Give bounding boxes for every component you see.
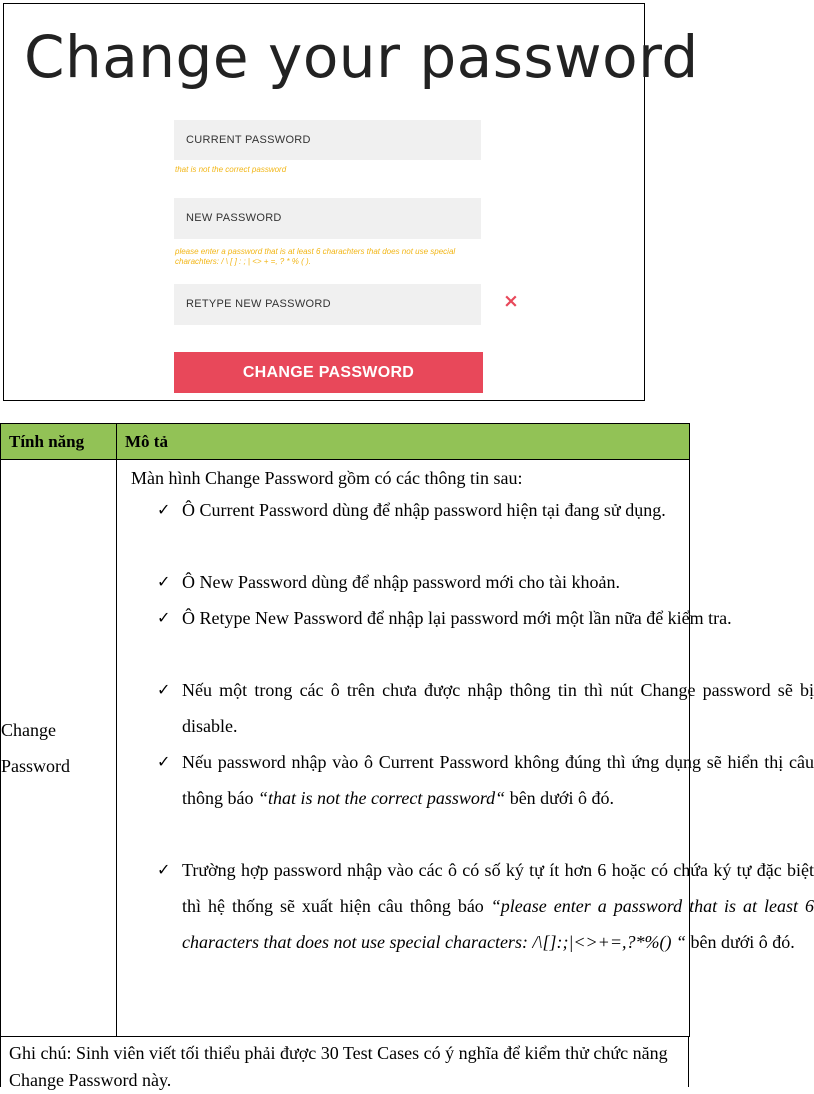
feature-name-line1: Change [1, 720, 56, 740]
table-row [1, 460, 690, 1037]
retype-password-placeholder: RETYPE NEW PASSWORD [186, 298, 331, 310]
retype-password-input[interactable] [174, 284, 481, 325]
check-icon: ✓ [157, 572, 171, 591]
check-icon: ✓ [157, 860, 171, 879]
page-title: Change your password [24, 23, 699, 91]
description-cell [117, 460, 814, 1037]
bullet-text: Ô New Password dùng để nhập password mới cho tài khoản. [182, 572, 620, 592]
change-password-button[interactable]: CHANGE PASSWORD [174, 352, 483, 393]
header-feature: Tính năng [1, 424, 117, 460]
change-password-mockup [3, 3, 699, 401]
feature-cell [1, 460, 117, 1037]
current-password-error: that is not the correct password [175, 165, 287, 174]
list-item [154, 852, 814, 960]
header-description: Mô tả [117, 424, 690, 460]
feature-name-line2: Password [1, 756, 71, 776]
list-item [154, 600, 814, 636]
check-icon: ✓ [157, 680, 171, 699]
list-item [154, 672, 814, 744]
list-item [154, 564, 814, 600]
new-password-hint: please enter a password that is at least 6 charachters that does not use special charachters: / \ [ ] : ; | <> + =, ? * % ( ). [175, 247, 456, 266]
check-icon: ✓ [157, 608, 171, 627]
list-item [154, 492, 814, 528]
bullet-tail: bên dưới ô đó. [690, 932, 795, 952]
new-password-input[interactable] [174, 198, 481, 239]
list-item [154, 744, 814, 816]
error-message-quote: “that is not the correct password“ [258, 788, 506, 808]
bullet-text: Trường hợp password nhập vào các ô có số ký tự ít hơn 6 hoặc có chứa ký tự đặc biệt thì hệ thống sẽ xuất hiện câu thông báo [182, 860, 814, 916]
current-password-placeholder: CURRENT PASSWORD [186, 134, 311, 146]
bullet-text: Nếu một trong các ô trên chưa được nhập thông tin thì nút Change password sẽ bị disable. [182, 680, 814, 736]
bullet-text: Nếu password nhập vào ô Current Password không đúng thì ứng dụng sẽ hiển thị câu thông báo [182, 752, 814, 808]
bullet-tail: bên dưới ô đó. [509, 788, 614, 808]
clear-icon[interactable]: × [503, 290, 519, 312]
spec-table [0, 423, 814, 1037]
description-intro: Màn hình Change Password gồm có các thông tin sau: [131, 468, 523, 488]
current-password-input[interactable] [174, 120, 481, 160]
check-icon: ✓ [157, 752, 171, 771]
footnote: Ghi chú: Sinh viên viết tối thiểu phải được 30 Test Cases có ý nghĩa để kiểm thử chức năng Change Password này. [0, 1037, 689, 1087]
table-header-row [1, 424, 690, 460]
bullet-text: Ô Retype New Password để nhập lại password mới một lần nữa để kiểm tra. [182, 608, 732, 628]
new-password-placeholder: NEW PASSWORD [186, 212, 282, 224]
bullet-text: Ô Current Password dùng để nhập password hiện tại đang sử dụng. [182, 500, 666, 520]
hint-message-quote: “please enter a password that is at least 6 characters that does not use special characters: /\[]:;|<>+=,?*%() “ [182, 896, 814, 952]
check-icon: ✓ [157, 500, 171, 519]
